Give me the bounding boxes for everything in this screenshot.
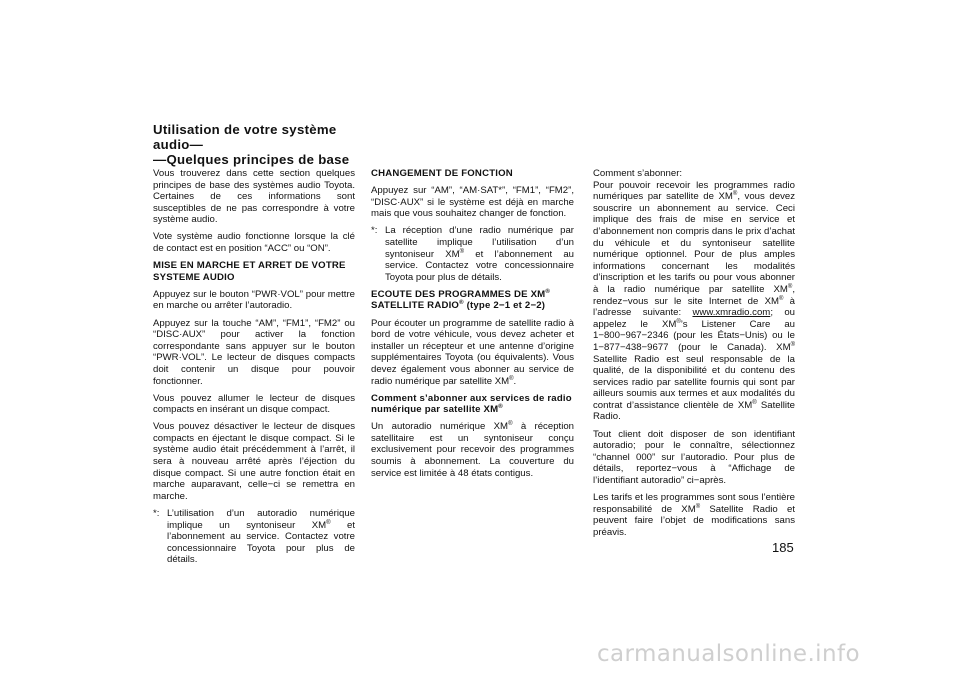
insert-disc-paragraph: Vous pouvez allumer le lecteur de disques compacts en insérant un disque compact. — [153, 392, 355, 416]
section-title-line-1: Utilisation de votre système — [153, 122, 337, 137]
right-column — [593, 168, 795, 544]
paragraph-text: Un autoradio numérique XM — [371, 421, 509, 433]
paragraph-text: Pour pouvoir recevoir les programmes radio numériques par satellite de XM — [593, 179, 795, 203]
mode-buttons-paragraph: Appuyez sur la touche “AM”, “FM1”, “FM2” ou “DISC·AUX” pour activer la fonction correspondante sans appuyer sur le bouton “PWR·VOL”. Le lecteur de disques compacts doit contenir un disque pour pouvoir fonctionner. — [153, 317, 355, 387]
paragraph-text: à l’adresse suivante: — [593, 295, 795, 319]
paragraph-text: Les tarifs et les programmes sont sous l’entière responsabilité de XM — [593, 492, 795, 515]
paragraph-text: ’s Listener Care au 1−800−967−2346 (pour les États−Unis) ou le 1−877−438−9677 (pour le Canada). XM — [593, 318, 795, 353]
footnote-text: et l’abonnement au service. Contactez votre concessionnaire Toyota pour plus de détails. — [167, 519, 355, 566]
registered-mark: ® — [498, 404, 503, 411]
footnote-text: et l’abonnement au service. Contactez votre concessionnaire Toyota pour plus de détails. — [385, 248, 574, 283]
paragraph-text: Satellite Radio. — [593, 399, 795, 423]
change-function-heading: CHANGEMENT DE FONCTION — [371, 168, 513, 179]
left-column — [153, 168, 355, 571]
watermark: carmanualsonline.info — [597, 641, 860, 667]
registered-mark: ® — [326, 519, 331, 526]
registered-mark: ® — [459, 300, 464, 307]
xm-listening-heading — [371, 289, 574, 312]
section-title-line-2: audio— — [153, 137, 204, 152]
registered-mark: ® — [508, 421, 513, 428]
power-button-paragraph: Appuyez sur le bouton “PWR·VOL” pour mettre en marche ou arrêter l’autoradio. — [153, 288, 355, 312]
registered-mark: ® — [509, 375, 514, 382]
paragraph-text: , vous devez souscrire un abonnement au service. Ceci implique des frais de mise en service et d’abonnement non compris dans le prix d’achat du véhicule et du syntoniseur satellite numérique optionnel. Pour de plus amples informations concernant les modalités d’inscription et les tarifs ou pour vous abonner à la radio numérique par satellite XM — [593, 191, 795, 295]
heading-text: SATELLITE RADIO — [371, 300, 460, 312]
subscription-paragraph — [593, 180, 795, 423]
satellite-footnote — [371, 225, 574, 283]
registered-mark: ® — [787, 283, 793, 290]
ignition-paragraph: Vote système audio fonctionne lorsque la clé de contact est en position “ACC” ou “ON”. — [153, 231, 355, 255]
registered-mark: ® — [790, 341, 795, 348]
intro-paragraph: Vous trouverez dans cette section quelques principes de base des systèmes audio Toyota. Certaines de ces informations sont susceptibles de ne pas correspondre à votre système audio. — [153, 168, 355, 226]
xm-footnote — [153, 508, 355, 566]
fees-paragraph — [593, 492, 795, 538]
heading-text: (type 2−1 et 2−2) — [463, 300, 546, 312]
registered-mark: ® — [676, 318, 681, 325]
paragraph-text: Pour écouter un programme de satellite radio à bord de votre véhicule, vous devez acheter et installer un récepteur et une antenne d’origine supplémentaires Toyota (ou équivalents). Vous devez également vous abonner au service de radio numérique par satellite XM — [371, 317, 574, 387]
registered-mark: ® — [732, 191, 738, 198]
registered-mark: ® — [459, 248, 465, 255]
footnote-text: La réception d’une radio numérique par satellite implique l’utilisation d’un syntoniseur XM — [385, 225, 574, 260]
paragraph-text: . — [513, 375, 517, 387]
paragraph-text: ; ou appelez le XM — [593, 307, 795, 330]
page-number: 185 — [772, 540, 794, 555]
xm-listening-paragraph — [371, 318, 574, 388]
paragraph-text: à réception satellitaire est un syntoniseur conçu exclusivement pour recevoir des programmes soumis à abonnement. La couverture du service est limitée à 48 états contigus. — [371, 421, 574, 479]
heading-text: ECOUTE DES PROGRAMMES DE XM — [371, 288, 546, 300]
paragraph-text: , rendez−vous sur le site Internet de XM — [593, 283, 795, 307]
power-on-off-heading: MISE EN MARCHE ET ARRET DE VOTRE SYSTEME AUDIO — [153, 260, 346, 283]
registered-mark: ® — [695, 503, 701, 510]
footnote-mark: *: — [371, 225, 378, 237]
middle-column — [371, 168, 574, 485]
footnote-text: L’utilisation d’un autoradio numérique implique un syntoniseur XM — [167, 507, 355, 531]
radio-id-paragraph: Tout client doit disposer de son identifiant autoradio; pour le connaître, sélectionnez “channel 000” sur l’autoradio. Pour plus de détails, reportez−vous à “Affichage de l’identifiant autoradio” ci−après. — [593, 428, 795, 486]
registered-mark: ® — [545, 288, 550, 295]
footnote-mark: *: — [153, 507, 160, 519]
how-to-subscribe-label: Comment s’abonner: — [593, 168, 683, 179]
registered-mark: ® — [778, 295, 784, 302]
tuner-paragraph — [371, 421, 574, 479]
section-title — [153, 122, 393, 167]
change-function-paragraph: Appuyez sur “AM”, “AM·SAT*”, “FM1”, “FM2”, “DISC·AUX” si le système est déjà en marche mais que vous souhaitez changer de fonction. — [371, 185, 574, 220]
section-title-line-3: —Quelques principes de base — [153, 152, 350, 167]
paragraph-text: Satellite Radio et peuvent faire l’objet de modifications sans préavis. — [593, 503, 795, 538]
registered-mark: ® — [752, 399, 757, 406]
xmradio-link[interactable]: www.xmradio.com — [692, 307, 771, 319]
subscribe-heading — [371, 393, 574, 416]
paragraph-text: Satellite Radio est seul responsable de la qualité, de la disponibilité et du contenu des services radio par satellite fournis qui sont par ailleurs soumis aux termes et aux modalités du contrat d’assistance clientèle de XM — [593, 353, 795, 411]
eject-disc-paragraph: Vous pouvez désactiver le lecteur de disques compacts en éjectant le disque compact. Si le système audio était précédemment à l’arrêt, il sera à nouveau arrêté après l’éjection du disque compact. Si une autre fonction était en marche auparavant, celle−ci se remettra en marche. — [153, 421, 355, 502]
heading-text: Comment s’abonner aux services de radio numérique par satellite XM — [371, 392, 572, 416]
